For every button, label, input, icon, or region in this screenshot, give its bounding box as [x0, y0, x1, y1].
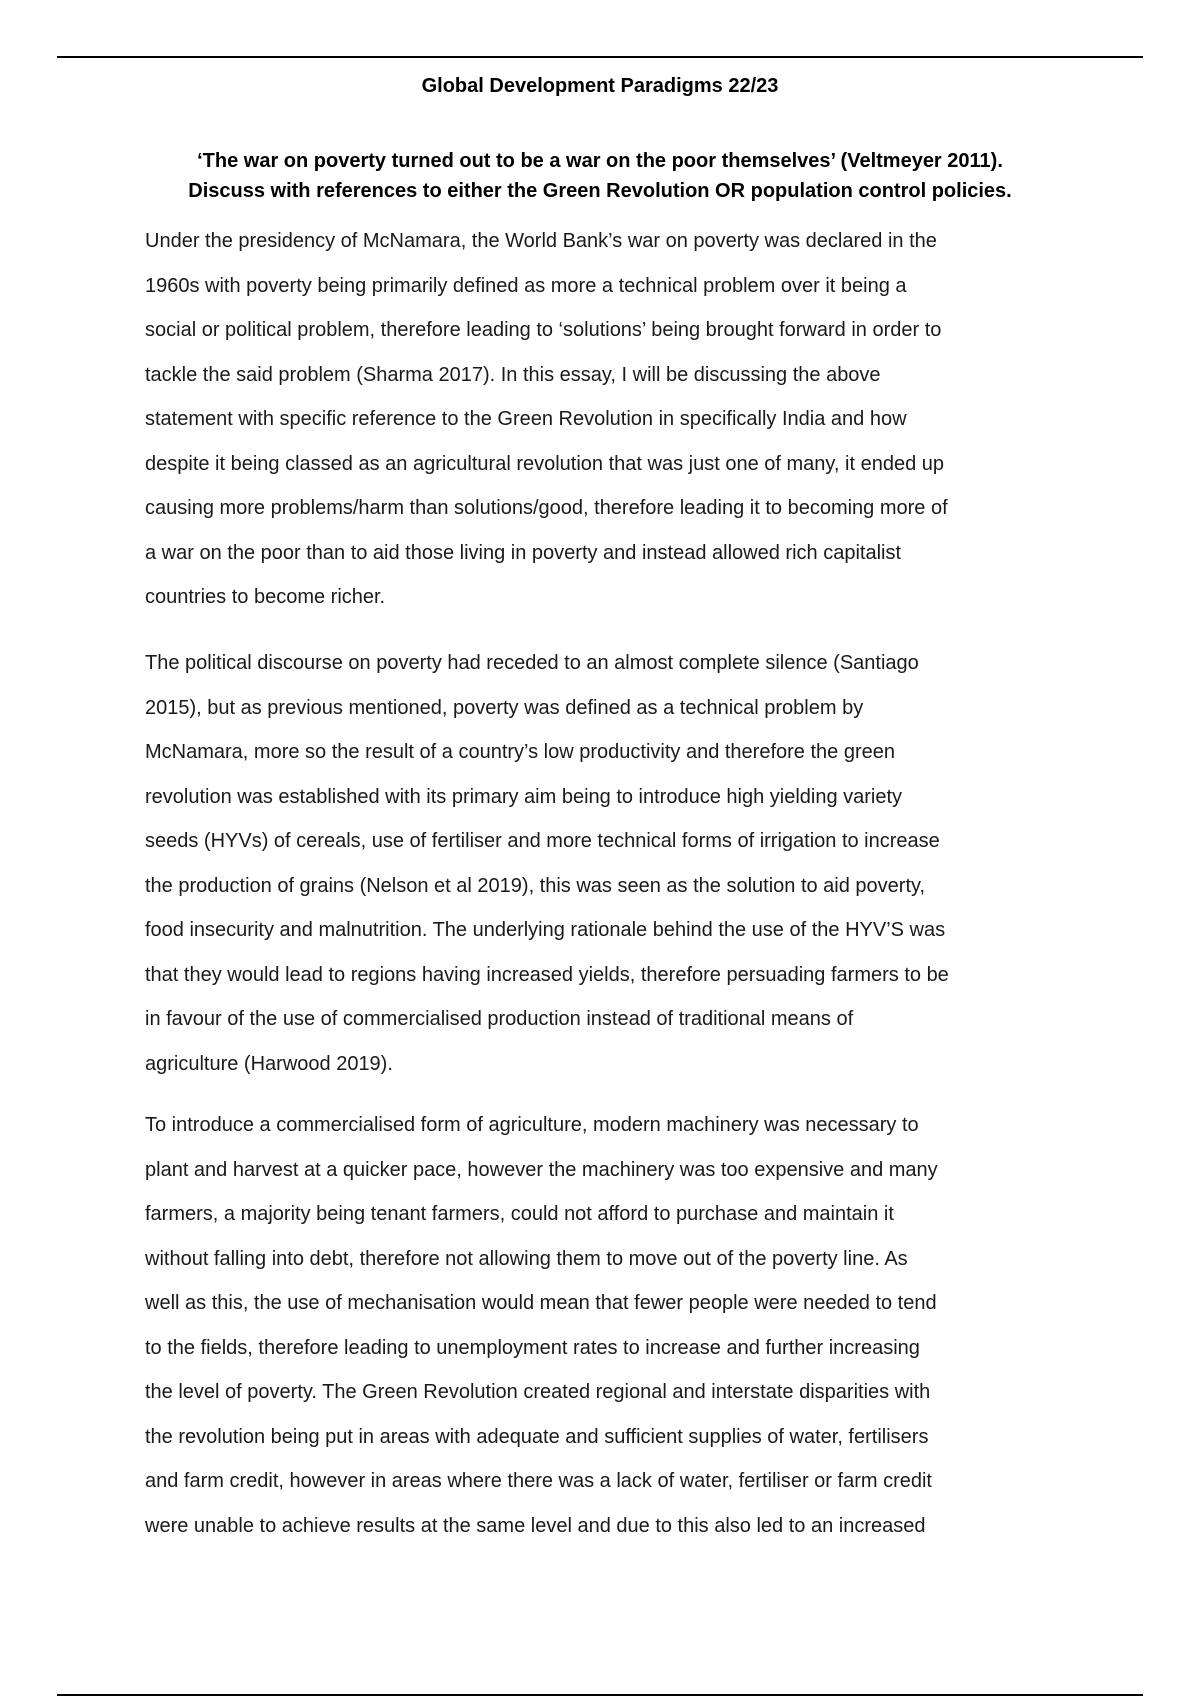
- text-line: McNamara, more so the result of a country’s low productivity and therefore the green: [145, 741, 895, 763]
- footer-rule: [57, 1694, 1143, 1696]
- page-title: Global Development Paradigms 22/23: [421, 75, 779, 97]
- text-line: 1960s with poverty being primarily defined as more a technical problem over it being a: [145, 274, 907, 297]
- text-line: the production of grains (Nelson et al 2019), this was seen as the solution to aid poverty,: [145, 874, 926, 897]
- header-rule: [57, 56, 1143, 58]
- text-line: seeds (HYVs) of cereals, use of fertiliser and more technical forms of irrigation to increase: [145, 830, 940, 852]
- text-line: that they would lead to regions having increased yields, therefore persuading farmers to be: [145, 963, 949, 986]
- text-line: causing more problems/harm than solutions/good, therefore leading it to becoming more of: [145, 497, 948, 519]
- text-line: 2015), but as previous mentioned, poverty was defined as a technical problem by: [145, 696, 864, 719]
- essay-question: [130, 146, 1070, 206]
- question-line: ‘The war on poverty turned out to be a war on the poor themselves’ (Veltmeyer 2011).: [197, 150, 1003, 172]
- text-line: agriculture (Harwood 2019).: [145, 1052, 393, 1075]
- text-line: statement with specific reference to the Green Revolution in specifically India and how: [145, 408, 907, 430]
- text-line: The political discourse on poverty had receded to an almost complete silence (Santiago: [145, 652, 919, 674]
- text-line: were unable to achieve results at the same level and due to this also led to an increased: [145, 1514, 926, 1537]
- paragraph-commercialised-agriculture: [145, 1103, 1075, 1548]
- text-line: social or political problem, therefore leading to ‘solutions’ being brought forward in order to: [145, 319, 942, 341]
- text-line: the revolution being put in areas with adequate and sufficient supplies of water, fertilisers: [145, 1425, 929, 1448]
- text-line: food insecurity and malnutrition. The underlying rationale behind the use of the HYV’S was: [145, 919, 946, 941]
- text-line: and farm credit, however in areas where there was a lack of water, fertiliser or farm credit: [145, 1470, 932, 1492]
- text-line: despite it being classed as an agricultural revolution that was just one of many, it ended up: [145, 452, 944, 475]
- question-line: Discuss with references to either the Green Revolution OR population control policies.: [188, 180, 1012, 202]
- text-line: the level of poverty. The Green Revolution created regional and interstate disparities with: [145, 1381, 931, 1403]
- text-line: to the fields, therefore leading to unemployment rates to increase and further increasing: [145, 1336, 920, 1359]
- text-line: in favour of the use of commercialised production instead of traditional means of: [145, 1008, 854, 1030]
- text-line: Under the presidency of McNamara, the World Bank’s war on poverty was declared in the: [145, 230, 937, 252]
- text-line: without falling into debt, therefore not allowing them to move out of the poverty line. As: [145, 1247, 908, 1270]
- text-line: countries to become richer.: [145, 586, 386, 608]
- text-line: well as this, the use of mechanisation would mean that fewer people were needed to tend: [145, 1292, 937, 1314]
- paragraph-political-discourse: [145, 641, 1075, 1086]
- text-line: revolution was established with its primary aim being to introduce high yielding variety: [145, 785, 903, 808]
- text-line: farmers, a majority being tenant farmers, could not afford to purchase and maintain it: [145, 1203, 894, 1225]
- paragraph-introduction: [145, 219, 1075, 620]
- text-line: tackle the said problem (Sharma 2017). In this essay, I will be discussing the above: [145, 363, 881, 386]
- text-line: a war on the poor than to aid those living in poverty and instead allowed rich capitalist: [145, 541, 902, 564]
- text-line: To introduce a commercialised form of agriculture, modern machinery was necessary to: [145, 1114, 919, 1136]
- text-line: plant and harvest at a quicker pace, however the machinery was too expensive and many: [145, 1158, 938, 1181]
